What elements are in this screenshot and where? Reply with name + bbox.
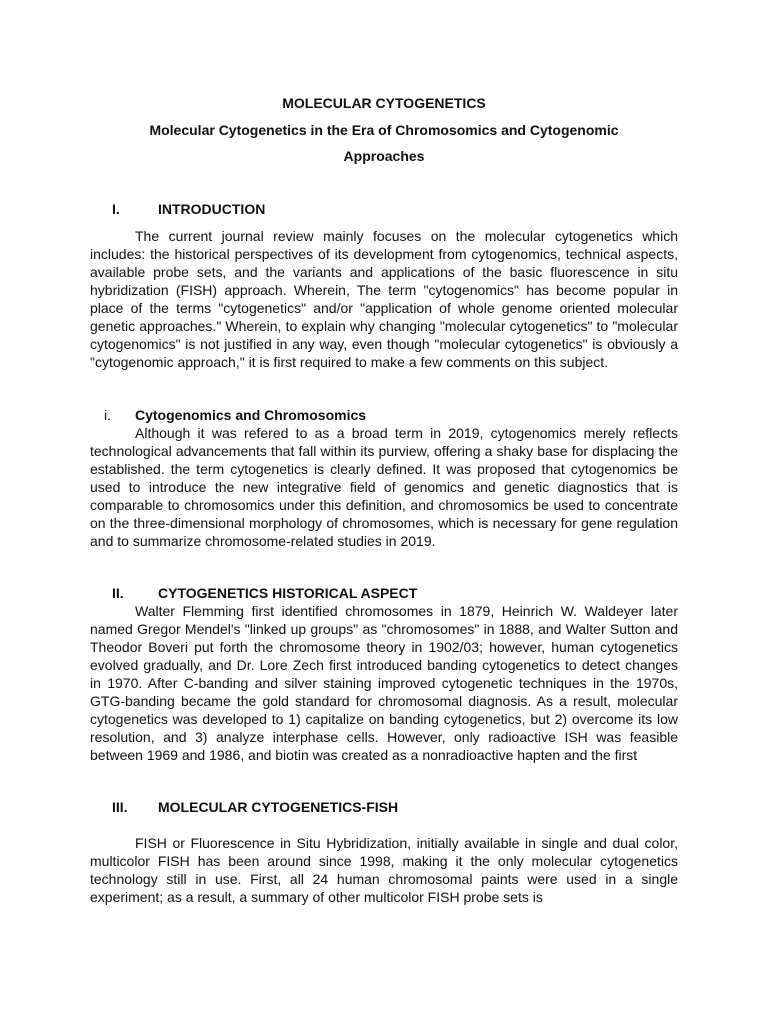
section-number-2: II. [112,585,124,601]
paragraph-historical: Walter Flemming first identified chromosomes in 1879, Heinrich W. Waldeyer later named Gregor Mendel's "linked up groups" as "chromosomes" in 1888, and Walter Sutton and Theodor Boveri put forth the chromosome theory in 1902/03; however, human cytogenetics evolved gradually, and Dr. Lore Zech first introduced banding cytogenetics to detect changes in 1970. After C-banding and silver staining improved cytogenetic techniques in the 1970s, GTG-banding became the gold standard for chromosomal diagnosis. As a result, molecular cytogenetics was developed to 1) capitalize on banding cytogenetics, but 2) overcome its low resolution, and 3) analyze interphase cells. However, only radioactive ISH was feasible between 1969 and 1986, and biotin was created as a nonradioactive hapten and the first [90,603,678,763]
paragraph-fish: FISH or Fluorescence in Situ Hybridization, initially available in single and dual color, multicolor FISH has been around since 1998, making it the only molecular cytogenetics technology still in use. First, all 24 human chromosomal paints were used in a single experiment; as a result, a summary of other multicolor FISH probe sets is [90,835,678,905]
section-heading-introduction: INTRODUCTION [158,201,266,217]
section-number-3: III. [112,799,128,815]
section-heading-fish: MOLECULAR CYTOGENETICS-FISH [158,799,399,815]
subsection-number-i: i. [104,407,111,423]
section-number-1: I. [112,201,120,217]
subsection-heading-cytogenomics: Cytogenomics and Chromosomics [135,407,367,423]
document-subtitle: Molecular Cytogenetics in the Era of Chromosomics and Cytogenomic Approaches [149,122,619,164]
section-heading-historical: CYTOGENETICS HISTORICAL ASPECT [158,585,418,601]
paragraph-cytogenomics: Although it was refered to as a broad term in 2019, cytogenomics merely reflects technological advancements that fall within its purview, offering a shaky base for displacing the established. the term cytogenetics is clearly defined. It was proposed that cytogenomics be used to introduce the new integrative field of genomics and genetic diagnostics that is comparable to chromosomics under this definition, and chromosomics be used to concentrate on the three-dimensional morphology of chromosomes, which is necessary for gene regulation and to summarize chromosome-related studies in 2019. [90,425,678,549]
paragraph-introduction: The current journal review mainly focuses on the molecular cytogenetics which includes: the historical perspectives of its development from cytogenomics, technical aspects, available probe sets, and the variants and applications of the basic fluorescence in situ hybridization (FISH) approach. Wherein, The term "cytogenomics" has become popular in place of the terms "cytogenetics" and/or "application of whole genome oriented molecular genetic approaches." Wherein, to explain why changing "molecular cytogenetics" to "molecular cytogenomics" is not justified in any way, even though "molecular cytogenetics" is obviously a "cytogenomic approach," it is first required to make a few comments on this subject. [90,228,678,370]
document-title: MOLECULAR CYTOGENETICS [282,95,486,111]
